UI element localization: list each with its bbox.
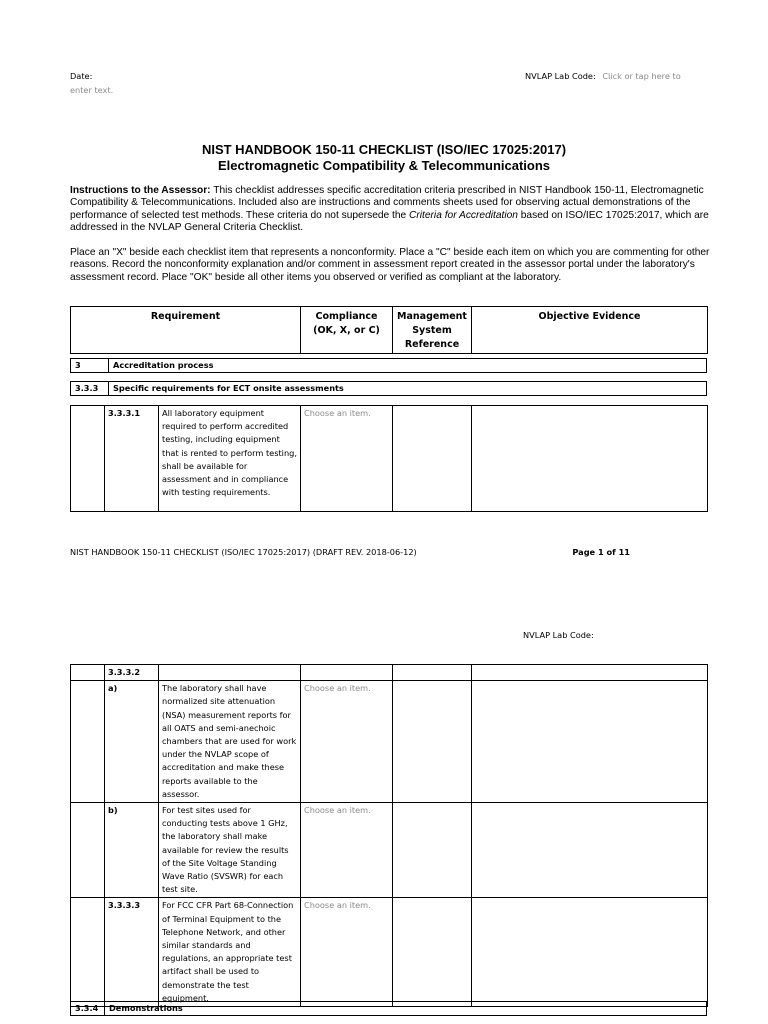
section-number: 3.3.3 — [71, 382, 109, 396]
item-requirement-text: The laboratory shall have normalized site attenuation (NSA) measurement reports for all OATS and semi-anechoic chambers that are used for work under the NVLAP scope of accreditation and make these reports available to the assessor. — [159, 681, 301, 803]
lab-code-input[interactable]: Click or tap here to — [602, 71, 681, 81]
empty-cell — [71, 681, 105, 803]
item-number: 3.3.3.3 — [105, 898, 159, 1007]
empty-cell — [301, 665, 393, 681]
item-number: b) — [105, 803, 159, 898]
section-title: Demonstrations — [105, 1002, 707, 1016]
lab-code-field — [525, 71, 681, 81]
management-reference-cell[interactable] — [393, 803, 472, 898]
item-3331-table — [70, 405, 708, 512]
management-reference-cell[interactable] — [393, 681, 472, 803]
empty-cell — [393, 665, 472, 681]
empty-cell — [472, 665, 708, 681]
compliance-dropdown[interactable]: Choose an item. — [301, 681, 393, 803]
item-requirement-text: For test sites used for conducting tests above 1 GHz, the laboratory shall make available for review the results of the Site Voltage Standing Wave Ratio (SVSWR) for each test site. — [159, 803, 301, 898]
section-333-table — [70, 381, 707, 396]
objective-evidence-cell[interactable] — [472, 803, 708, 898]
date-label: Date: — [70, 71, 93, 81]
compliance-dropdown[interactable]: Choose an item. — [301, 803, 393, 898]
item-requirement-text: All laboratory equipment required to perform accredited testing, including equipment that is rented to perform testing, shall be available for assessment and in compliance with testing requirements. — [159, 406, 301, 512]
section-334-table — [70, 1001, 707, 1016]
item-3332-table — [70, 664, 708, 1007]
item-requirement-text: For FCC CFR Part 68-Connection of Terminal Equipment to the Telephone Network, and other similar standards and regulations, an appropriate test artifact shall be used to demonstrate the test equipment. — [159, 898, 301, 1007]
objective-evidence-cell[interactable] — [472, 406, 708, 512]
instructions-paragraph — [70, 185, 710, 234]
of-word: of — [606, 547, 616, 557]
page-word: Page — [572, 547, 596, 557]
item-number: 3.3.3.1 — [105, 406, 159, 512]
page-footer — [70, 547, 630, 557]
empty-cell — [71, 406, 105, 512]
empty-cell — [71, 803, 105, 898]
compliance-dropdown[interactable]: Choose an item. — [301, 406, 393, 512]
section-title: Specific requirements for ECT onsite assessments — [109, 382, 707, 396]
empty-cell — [159, 665, 301, 681]
page-current: 1 — [597, 547, 604, 557]
header-requirement: Requirement — [71, 307, 301, 354]
checklist-header-table — [70, 306, 708, 354]
item-number: 3.3.3.2 — [105, 665, 159, 681]
date-input[interactable]: enter text. — [70, 85, 114, 95]
page-total: 11 — [618, 547, 630, 557]
instructions-italic: Criteria for Accreditation — [409, 209, 518, 221]
item-number: a) — [105, 681, 159, 803]
document-title — [0, 142, 768, 174]
title-line-2: Electromagnetic Compatibility & Telecommunications — [217, 158, 551, 173]
footer-page-number — [70, 547, 630, 557]
instructions-text-a: This checklist addresses specific accreditation criteria prescribed in NIST Handbook 150-11, Electromagnetic Compatibility & Telecommunications. Included also are instructions and comments sheets used for observing actual demonstrations of the performance of selected test methods. These criteria do not supersede the — [70, 185, 704, 221]
section-number: 3 — [71, 359, 109, 373]
section-3-table — [70, 358, 707, 373]
lab-code-label: NVLAP Lab Code: — [525, 71, 596, 81]
compliance-dropdown[interactable]: Choose an item. — [301, 898, 393, 1007]
title-line-1: NIST HANDBOOK 150-11 CHECKLIST (ISO/IEC 17025:2017) — [201, 142, 567, 157]
header-compliance: Compliance (OK, X, or C) — [301, 307, 393, 354]
empty-cell — [71, 898, 105, 1007]
objective-evidence-cell[interactable] — [472, 681, 708, 803]
footer-doc-title: NIST HANDBOOK 150-11 CHECKLIST (ISO/IEC 17025:2017) (DRAFT REV. 2018-06-12) — [70, 547, 417, 557]
objective-evidence-cell[interactable] — [472, 898, 708, 1007]
management-reference-cell[interactable] — [393, 406, 472, 512]
page2-lab-code-label: NVLAP Lab Code: — [523, 630, 594, 640]
instructions-paragraph-2: Place an "X" beside each checklist item that represents a nonconformity. Place a "C" beside each item on which you are commenting for other reasons. Record the nonconformity explanation and/or comment in assessment report created in the assessor portal under the laboratory's assessment record. Place "OK" beside all other items you observed or verified as compliant at the laboratory. — [70, 247, 710, 283]
header-evidence: Objective Evidence — [472, 307, 708, 354]
section-title: Accreditation process — [109, 359, 707, 373]
header-management: Management System Reference — [393, 307, 472, 354]
instructions-lead: Instructions to the Assessor: — [70, 185, 211, 196]
empty-cell — [71, 665, 105, 681]
instructions-text-b: based on ISO/IEC 17025:2017, which are addressed in the NVLAP General Criteria Checklist. — [70, 209, 709, 233]
management-reference-cell[interactable] — [393, 898, 472, 1007]
section-number: 3.3.4 — [71, 1002, 105, 1016]
